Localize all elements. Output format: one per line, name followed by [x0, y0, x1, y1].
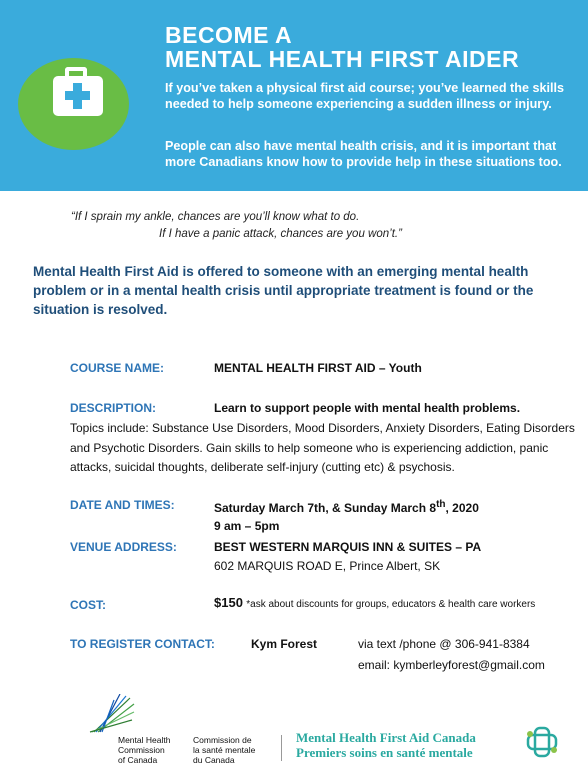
contact-email: email: kymberleyforest@gmail.com	[358, 658, 545, 672]
topics-text: Topics include: Substance Use Disorders, Mood Disorders, Anxiety Disorders, Eating Disorders and Psychotic Disorders. Gain skills to help someone who is experiencing addiction, panic attacks, suicidal thoughts, deliberate self-injury (cutting etc) & psychosis.	[70, 421, 575, 474]
mhfa-logo-icon	[522, 722, 562, 762]
first-aid-kit-badge	[18, 58, 129, 150]
venue-address: 602 MARQUIS ROAD E, Prince Albert, SK	[214, 559, 441, 573]
first-aid-kit-icon	[53, 76, 103, 116]
register-label: TO REGISTER CONTACT:	[70, 637, 215, 651]
org-name-fr: Commission de la santé mentale du Canada	[193, 735, 256, 765]
quote-line-2: If I have a panic attack, chances are you won’t.”	[159, 228, 402, 240]
quote-line-1: “If I sprain my ankle, chances are you’ll know what to do.	[71, 211, 360, 223]
title-line-1: BECOME A	[165, 22, 293, 48]
cost-note: *ask about discounts for groups, educators & health care workers	[246, 599, 536, 610]
course-name-label: COURSE NAME:	[70, 361, 165, 375]
course-name-value: MENTAL HEALTH FIRST AID – Youth	[214, 361, 422, 375]
time-value: 9 am – 5pm	[214, 519, 280, 533]
cost-label: COST:	[70, 598, 106, 612]
mhcc-logo-icon	[86, 694, 136, 734]
contact-name: Kym Forest	[251, 637, 318, 651]
org-name-en: Mental Health Commission of Canada	[118, 735, 171, 765]
description-value: Learn to support people with mental health problems.	[214, 401, 521, 415]
date-label: DATE AND TIMES:	[70, 498, 175, 512]
venue-label: VENUE ADDRESS:	[70, 540, 177, 554]
contact-phone: via text /phone @ 306-941-8384	[358, 637, 530, 651]
banner-paragraph-2: People can also have mental health crisis, and it is important that more Canadians know how to provide help in these situations too.	[165, 139, 562, 169]
page-title	[165, 23, 519, 71]
banner-paragraph-1: If you’ve taken a physical first aid course; you’ve learned the skills needed to help someone experiencing a sudden illness or injury.	[165, 81, 564, 111]
intro-paragraph: Mental Health First Aid is offered to someone with an emerging mental health problem or in a mental health crisis until appropriate treatment is found or the situation is resolved.	[33, 264, 534, 317]
title-line-2: MENTAL HEALTH FIRST AIDER	[165, 46, 520, 72]
description-label: DESCRIPTION:	[70, 401, 157, 415]
header-banner	[0, 0, 588, 191]
cost-value: $150 *ask about discounts for groups, educators & health care workers	[214, 595, 536, 610]
venue-name: BEST WESTERN MARQUIS INN & SUITES – PA	[214, 540, 482, 554]
date-value: Saturday March 7th, & Sunday March 8th, 2020	[214, 499, 479, 515]
mhfa-title-fr: Premiers soins en santé mentale	[296, 745, 473, 760]
footer-divider	[281, 735, 282, 761]
mhfa-title-en: Mental Health First Aid Canada	[296, 730, 476, 745]
